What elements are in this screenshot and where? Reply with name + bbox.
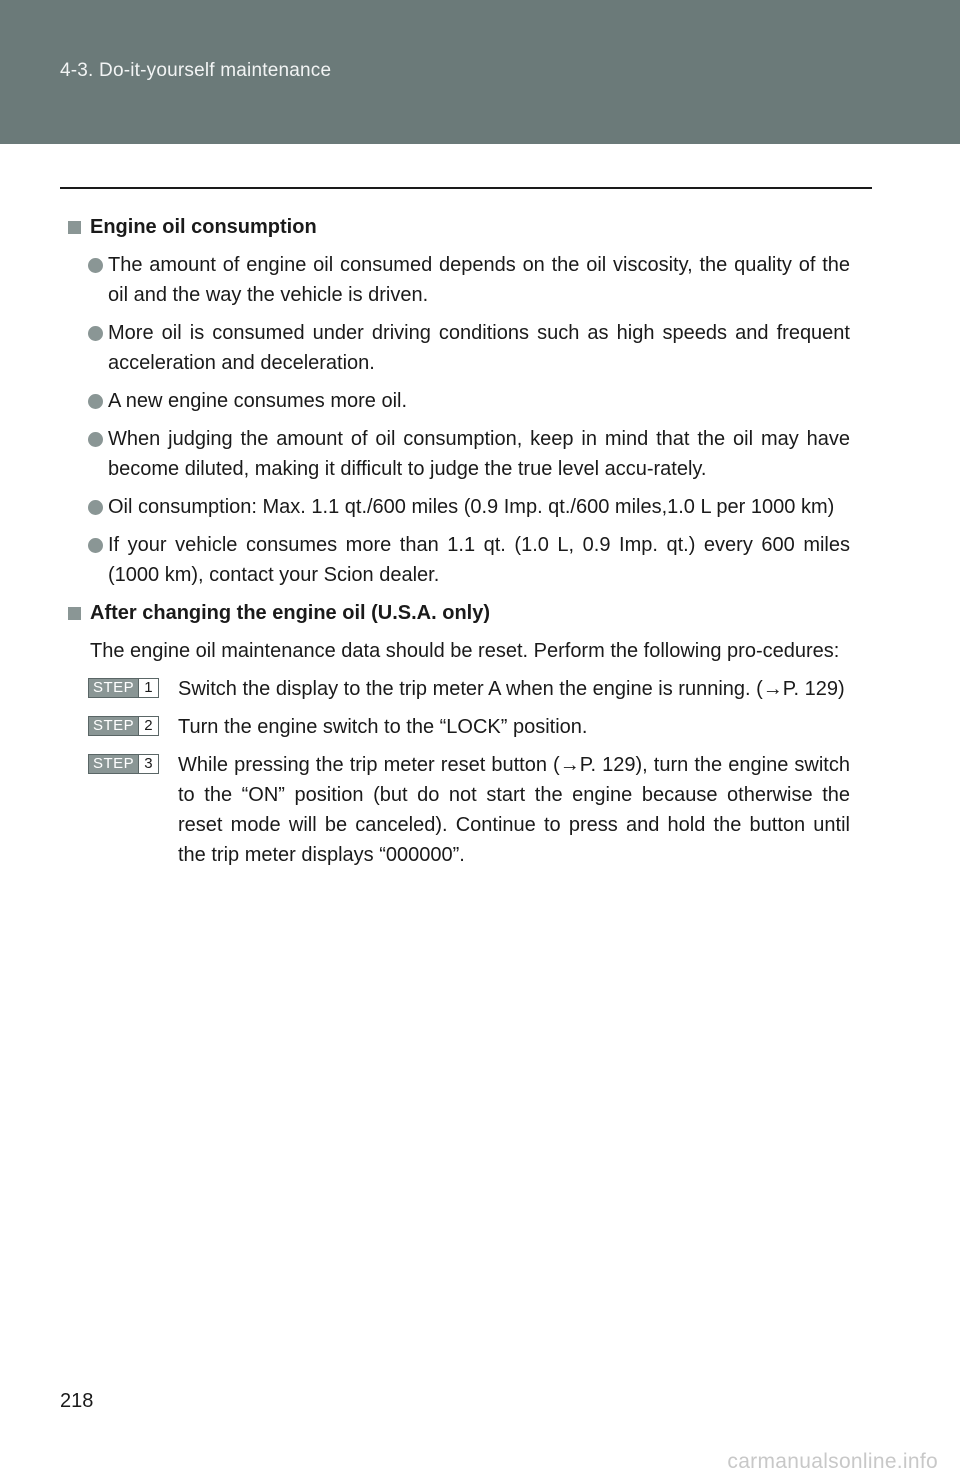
page-number: 218 xyxy=(60,1390,94,1412)
circle-bullet-icon xyxy=(88,394,103,409)
bullet-text: When judging the amount of oil consumption, keep in mind that the oil may have become diluted, making it difficult to judge the true level accu-rately. xyxy=(108,428,850,480)
circle-bullet-icon xyxy=(88,432,103,447)
list-item xyxy=(68,386,850,416)
bullet-text: More oil is consumed under driving conditions such as high speeds and frequent acceleration and deceleration. xyxy=(108,322,850,374)
intro-paragraph: The engine oil maintenance data should be reset. Perform the following pro-cedures: xyxy=(90,640,840,662)
bullet-text: The amount of engine oil consumed depends on the oil viscosity, the quality of the oil and the way the vehicle is driven. xyxy=(108,254,850,306)
step-badge xyxy=(88,716,159,736)
step-number: 1 xyxy=(138,679,157,697)
section-title: 4-3. Do-it-yourself maintenance xyxy=(60,60,332,81)
list-item xyxy=(68,318,850,378)
header-rule xyxy=(60,187,872,189)
section-heading-after-changing-oil xyxy=(68,598,850,628)
heading-text: After changing the engine oil (U.S.A. only) xyxy=(90,602,491,624)
page-content xyxy=(68,212,850,878)
step-label: STEP xyxy=(89,679,138,697)
step-item-1 xyxy=(68,674,850,704)
step-item-3 xyxy=(68,750,850,870)
step-badge xyxy=(88,754,159,774)
circle-bullet-icon xyxy=(88,538,103,553)
list-item xyxy=(68,250,850,310)
section-heading-engine-oil-consumption xyxy=(68,212,850,242)
list-item xyxy=(68,492,850,522)
square-bullet-icon xyxy=(68,221,81,234)
circle-bullet-icon xyxy=(88,326,103,341)
watermark: carmanualsonline.info xyxy=(727,1450,938,1473)
step-badge xyxy=(88,678,159,698)
bullet-text: A new engine consumes more oil. xyxy=(108,390,408,412)
step-number: 3 xyxy=(138,755,157,773)
list-item xyxy=(68,424,850,484)
square-bullet-icon xyxy=(68,607,81,620)
step-label: STEP xyxy=(89,717,138,735)
bullet-text: Oil consumption: Max. 1.1 qt./600 miles (0.9 Imp. qt./600 miles,1.0 L per 1000 km) xyxy=(108,496,835,518)
step-item-2 xyxy=(68,712,850,742)
bullet-text: If your vehicle consumes more than 1.1 qt. (1.0 L, 0.9 Imp. qt.) every 600 miles (1000 km), contact your Scion dealer. xyxy=(108,534,850,586)
step-text: Turn the engine switch to the “LOCK” position. xyxy=(178,716,588,738)
step-text: Switch the display to the trip meter A when the engine is running. (→P. 129) xyxy=(178,678,845,700)
heading-text: Engine oil consumption xyxy=(90,216,317,238)
step-text: While pressing the trip meter reset button (→P. 129), turn the engine switch to the “ON” position (but do not start the engine because otherwise the reset mode will be canceled). Continue to press and hold the button until the trip meter displays “000000”. xyxy=(178,754,850,866)
step-number: 2 xyxy=(138,717,157,735)
step-label: STEP xyxy=(89,755,138,773)
circle-bullet-icon xyxy=(88,258,103,273)
list-item xyxy=(68,530,850,590)
page-header xyxy=(0,0,960,144)
circle-bullet-icon xyxy=(88,500,103,515)
